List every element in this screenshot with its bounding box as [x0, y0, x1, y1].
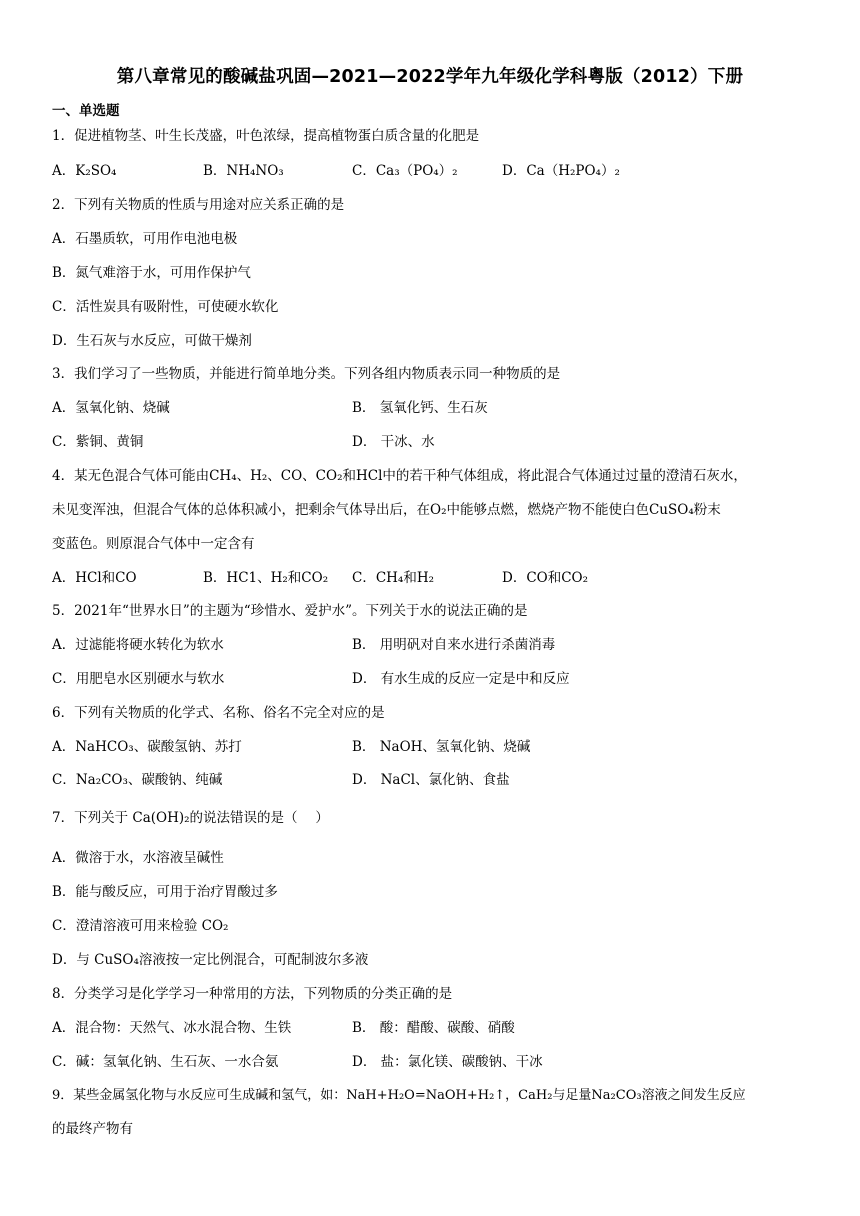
question-5-option-d: D． 有水生成的反应一定是中和反应: [352, 671, 570, 687]
question-6-option-c: C．Na₂CO₃、碳酸钠、纯碱: [52, 772, 223, 788]
question-4-option-a: A．HCl和CO: [52, 570, 137, 586]
question-8-option-c: C．碱：氢氧化钠、生石灰、一水合氨: [52, 1054, 279, 1070]
question-6-option-d: D． NaCl、氯化钠、食盐: [352, 772, 510, 788]
question-2-option-b: B．氮气难溶于水，可用作保护气: [52, 265, 251, 281]
question-1-stem: 1．促进植物茎、叶生长茂盛，叶色浓绿，提高植物蛋白质含量的化肥是: [52, 128, 480, 144]
question-6-option-a: A．NaHCO₃、碳酸氢钠、苏打: [52, 739, 242, 755]
question-4-stem-line-3: 变蓝色。则原混合气体中一定含有: [52, 536, 255, 552]
question-1-option-a: A．K₂SO₄: [52, 163, 117, 179]
question-7-option-a: A．微溶于水，水溶液呈碱性: [52, 850, 224, 866]
question-8-stem: 8．分类学习是化学学习一种常用的方法，下列物质的分类正确的是: [52, 986, 453, 1002]
question-5-option-a: A．过滤能将硬水转化为软水: [52, 637, 224, 653]
question-1-option-b: B．NH₄NO₃: [203, 163, 284, 179]
question-8-option-d: D． 盐：氯化镁、碳酸钠、干冰: [352, 1054, 543, 1070]
question-1-option-c: C．Ca₃（PO₄）₂: [352, 163, 458, 179]
page-title: 第八章常见的酸碱盐巩固—2021—2022学年九年级化学科粤版（2012）下册: [116, 67, 744, 87]
question-8-option-a: A．混合物：天然气、冰水混合物、生铁: [52, 1020, 292, 1036]
section-heading: 一、单选题: [52, 103, 120, 119]
question-5-option-b: B． 用明矾对自来水进行杀菌消毒: [352, 637, 556, 653]
question-2-option-a: A．石墨质软，可用作电池电极: [52, 231, 238, 247]
question-5-stem: 5．2021年“世界水日”的主题为“珍惜水、爱护水”。下列关于水的说法正确的是: [52, 603, 528, 619]
question-7-option-b: B．能与酸反应，可用于治疗胃酸过多: [52, 884, 278, 900]
question-4-option-d: D．CO和CO₂: [502, 570, 589, 586]
question-8-option-b: B． 酸：醋酸、碳酸、硝酸: [352, 1020, 515, 1036]
question-2-option-c: C．活性炭具有吸附性，可使硬水软化: [52, 299, 279, 315]
question-3-option-b: B． 氢氧化钙、生石灰: [352, 400, 488, 416]
question-3-option-d: D． 干冰、水: [352, 434, 435, 450]
question-4-option-b: B．HC1、H₂和CO₂: [203, 570, 329, 586]
question-2-stem: 2．下列有关物质的性质与用途对应关系正确的是: [52, 197, 345, 213]
question-3-option-c: C．紫铜、黄铜: [52, 434, 144, 450]
question-7-stem: 7．下列关于 Ca(OH)₂的说法错误的是（ ）: [52, 810, 329, 826]
question-7-option-d: D．与 CuSO₄溶液按一定比例混合，可配制波尔多液: [52, 952, 369, 968]
question-1-option-d: D．Ca（H₂PO₄）₂: [502, 163, 620, 179]
question-9-stem-line-2: 的最终产物有: [52, 1121, 133, 1137]
question-5-option-c: C．用肥皂水区别硬水与软水: [52, 671, 225, 687]
question-7-option-c: C．澄清溶液可用来检验 CO₂: [52, 918, 229, 934]
question-2-option-d: D．生石灰与水反应，可做干燥剂: [52, 333, 252, 349]
question-4-option-c: C．CH₄和H₂: [352, 570, 435, 586]
question-6-stem: 6．下列有关物质的化学式、名称、俗名不完全对应的是: [52, 705, 385, 721]
question-3-stem: 3．我们学习了一些物质，并能进行简单地分类。下列各组内物质表示同一种物质的是: [52, 366, 561, 382]
question-6-option-b: B． NaOH、氢氧化钠、烧碱: [352, 739, 531, 755]
question-4-stem-line-1: 4．某无色混合气体可能由CH₄、H₂、CO、CO₂和HCl中的若干种气体组成，将此混合气体通过过量的澄清石灰水，: [52, 468, 747, 484]
question-4-stem-line-2: 未见变浑浊，但混合气体的总体积减小，把剩余气体导出后，在O₂中能够点燃，燃烧产物不能使白色CuSO₄粉末: [52, 502, 721, 518]
question-9-stem-line-1: 9．某些金属氢化物与水反应可生成碱和氢气，如：NaH+H₂O=NaOH+H₂↑，CaH₂与足量Na₂CO₃溶液之间发生反应: [52, 1088, 746, 1103]
question-3-option-a: A．氢氧化钠、烧碱: [52, 400, 170, 416]
